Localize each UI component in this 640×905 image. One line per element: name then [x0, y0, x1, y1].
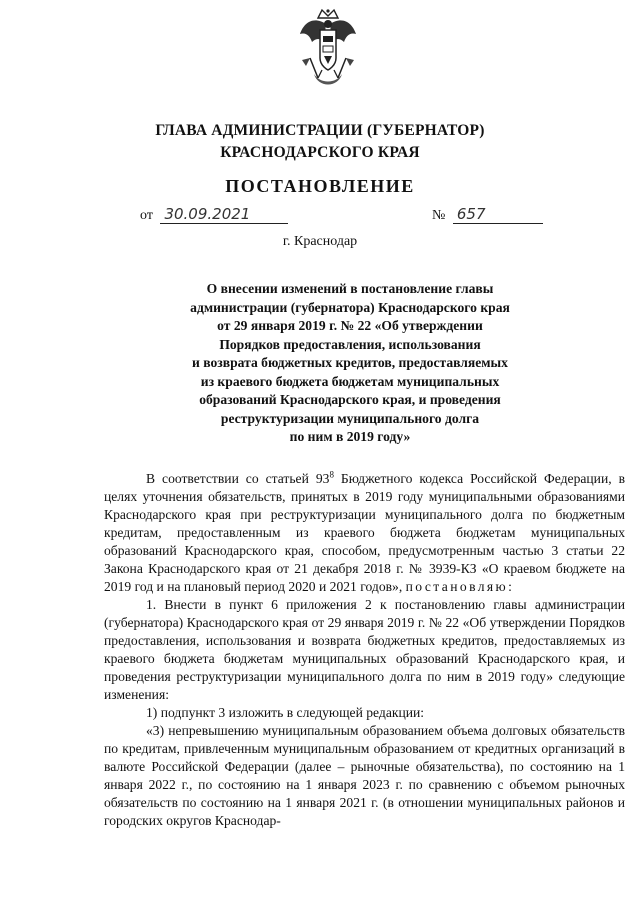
krasnodar-coat-of-arms-icon: [296, 8, 360, 92]
preamble-start: В соответствии со статьей 93: [146, 471, 330, 486]
number-prefix: №: [432, 208, 446, 223]
authority-line-1: ГЛАВА АДМИНИСТРАЦИИ (ГУБЕРНАТОР): [155, 122, 485, 139]
title-line: образований Краснодарского края, и проведения: [199, 392, 501, 407]
city-line: г. Краснодар: [282, 234, 358, 249]
preamble-paragraph: [104, 470, 625, 596]
document-title: [150, 280, 550, 447]
date-field: [140, 205, 288, 224]
number-field: [432, 205, 543, 224]
subclause-1-paragraph: 1) подпункт 3 изложить в следующей редакции:: [146, 705, 425, 720]
preamble-text: Бюджетного кодекса Российской Федерации, в целях уточнения обязательств, принятых в 2019 году муниципальными образованиями Краснодарского края при реструктуризации муниципального долга по бюджетным кредитам, предоставленным из краевого бюджета бюджетам муниципальных образований Краснодарского края, способом, предусмотренным частью 3 статьи 22 Закона Краснодарского края от 21 декабря 2018 г. № 3939-КЗ «О краевом бюджете на 2019 год и на плановый период 2020 и 2021 годов»,: [104, 471, 626, 594]
title-line: из краевого бюджета бюджетам муниципальных: [200, 373, 500, 389]
clause-1-paragraph: 1. Внести в пункт 6 приложения 2 к постановлению главы администрации (губернатора) Краснодарского края от 29 января 2019 г. № 22 «Об утверждении Порядков предоставления, использования и возврата бюджетных кредитов, предоставляемых из краевого бюджета бюджетам муниципальных образований Краснодарского края, и проведения реструктуризации муниципального долга по ним в 2019 году» следующие изменения:: [104, 597, 625, 702]
title-line: реструктуризации муниципального долга: [220, 410, 480, 426]
issuing-authority: [0, 120, 640, 164]
article-superscript: 8: [329, 469, 334, 480]
authority-line-2: КРАСНОДАРСКОГО КРАЯ: [220, 144, 420, 161]
title-line: и возврата бюджетных кредитов, предоставляемых: [192, 355, 508, 370]
title-line: О внесении изменений в постановление главы: [206, 281, 494, 296]
document-type: ПОСТАНОВЛЕНИЕ: [225, 176, 415, 196]
title-line: администрации (губернатора) Краснодарского края: [190, 299, 510, 315]
date-prefix: от: [140, 208, 153, 223]
title-line: по ним в 2019 году»: [289, 429, 411, 444]
number-value: 657: [453, 205, 543, 224]
document-body: [104, 470, 625, 830]
title-line: Порядков предоставления, использования: [219, 336, 481, 352]
date-value: 30.09.2021: [160, 205, 288, 224]
title-line: от 29 января 2019 г. № 22 «Об утверждении: [217, 318, 483, 333]
amendment-text-paragraph: «3) непревышению муниципальным образованием объема долговых обязательств по кредитам, привлеченным муниципальным образованием от кредитных организаций в валюте Российской Федерации (далее – рыночные обязательства), по состоянию на 1 января 2022 г., по состоянию на 1 января 2023 г. по сравнению с объемом рыночных обязательств по состоянию на 1 января 2021 г. (в отношении муниципальных районов и городских округов Краснодар-: [104, 723, 625, 828]
decree-word: постановляю:: [405, 579, 515, 594]
